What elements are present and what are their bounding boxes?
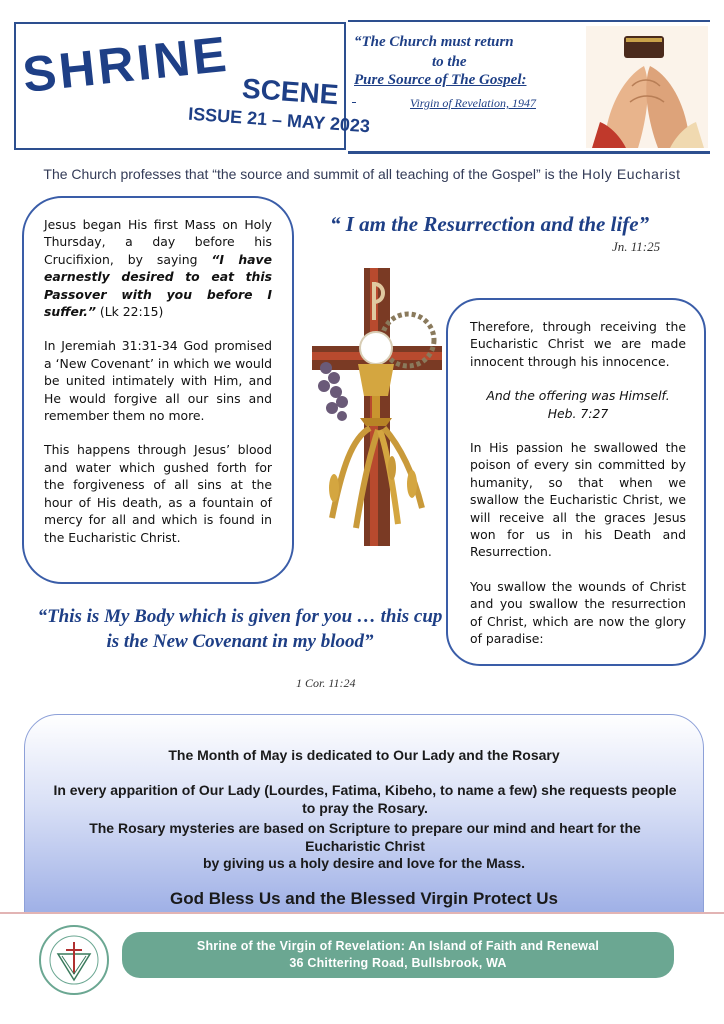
tagline-emphasis: Holy Eucharist <box>581 166 681 182</box>
shrine-street-address: 36 Chittering Road, Bullsbrook, WA <box>289 956 507 970</box>
paragraph-new-covenant: In Jeremiah 31:31-34 God promised a ‘New Covenant’ in which we would be united intimately with Him, and He would forgive all our sins and remember them no more. <box>44 338 272 424</box>
paragraph-passion: In His passion he swallowed the poison of every sin committed by humanity, so that when we swallow the Eucharistic Christ, we will receive all the graces Jesus won for us in his Death and Resurrection. <box>470 440 686 560</box>
paragraph-innocence: Therefore, through receiving the Eucharistic Christ we are made innocent through his innocence. <box>470 319 686 369</box>
scripture-quote: “I have earnestly desired to eat this Passover with you before I suffer.” <box>44 251 272 320</box>
eucharist-cross-image <box>312 268 442 546</box>
shrine-address-banner <box>122 932 674 978</box>
tagline-text: The Church professes that “the source and summit of all teaching of the Gospel” is the <box>43 166 582 182</box>
masthead <box>14 22 371 150</box>
left-text-box <box>22 196 294 584</box>
praying-hands-image <box>586 26 708 148</box>
divider <box>352 102 356 103</box>
paragraph-blood-and-water: This happens through Jesus’ blood and water which gushed forth for the forgiveness of all sins at the hour of His death, as a fountain of mercy for all and which is found in the Eucharistic Christ. <box>44 442 272 545</box>
resurrection-quote: “ I am the Resurrection and the life” <box>330 212 650 236</box>
masthead-subtitle: SCENE <box>241 72 340 111</box>
masthead-title: SHRINE <box>20 25 232 104</box>
body-quote: “This is My Body which is given for you … this cup is the New Covenant in my blood” <box>37 606 443 652</box>
may-title: The Month of May is dedicated to Our Lady and the Rosary <box>168 747 560 763</box>
may-desire-text: by giving us a holy desire and love for the Mass. <box>202 855 526 871</box>
may-rosary-panel <box>24 714 704 914</box>
top-quote-line-1: “The Church must return <box>354 34 514 50</box>
paragraph-wounds: You swallow the wounds of Christ and you swallow the resurrection of Christ, which are now the glory of paradise: <box>470 578 686 647</box>
resurrection-reference: Jn. 11:25 <box>612 239 661 254</box>
top-quote-line-3: Pure Source of The Gospel: <box>354 72 527 88</box>
tagline <box>0 166 724 182</box>
paragraph-offering <box>470 387 686 422</box>
shrine-name: Shrine of the Virgin of Revelation: An Island of Faith and Renewal <box>196 939 600 953</box>
footer-divider <box>0 912 724 914</box>
may-apparition-text: In every apparition of Our Lady (Lourdes, Fatima, Kibeho, to name a few) she requests people to pray the Rosary. <box>53 782 677 816</box>
may-mysteries-text: The Rosary mysteries are based on Scripture to prepare our mind and heart for the Eucharistic Christ <box>89 820 641 854</box>
body-quote-reference: 1 Cor. 11:24 <box>296 676 356 690</box>
issue-label: ISSUE 21 – MAY 2023 <box>187 103 371 137</box>
scripture-reference: (Lk 22:15) <box>95 304 164 320</box>
top-quote-source: Virgin of Revelation, 1947 <box>410 96 536 110</box>
top-quote-line-2: to the <box>432 54 467 70</box>
offering-reference: Heb. 7:27 <box>547 405 609 421</box>
top-quote-panel <box>348 20 710 154</box>
right-text-box <box>446 298 706 666</box>
offering-text: And the offering was Himself. <box>486 388 670 404</box>
blessing-text: God Bless Us and the Blessed Virgin Protect Us <box>170 889 558 908</box>
paragraph-holy-thursday <box>44 216 272 320</box>
paragraph-text: Jesus began His first Mass on Holy Thursday, a day before his Crucifixion, by saying <box>44 217 272 267</box>
approbation-seal-icon <box>38 924 110 996</box>
